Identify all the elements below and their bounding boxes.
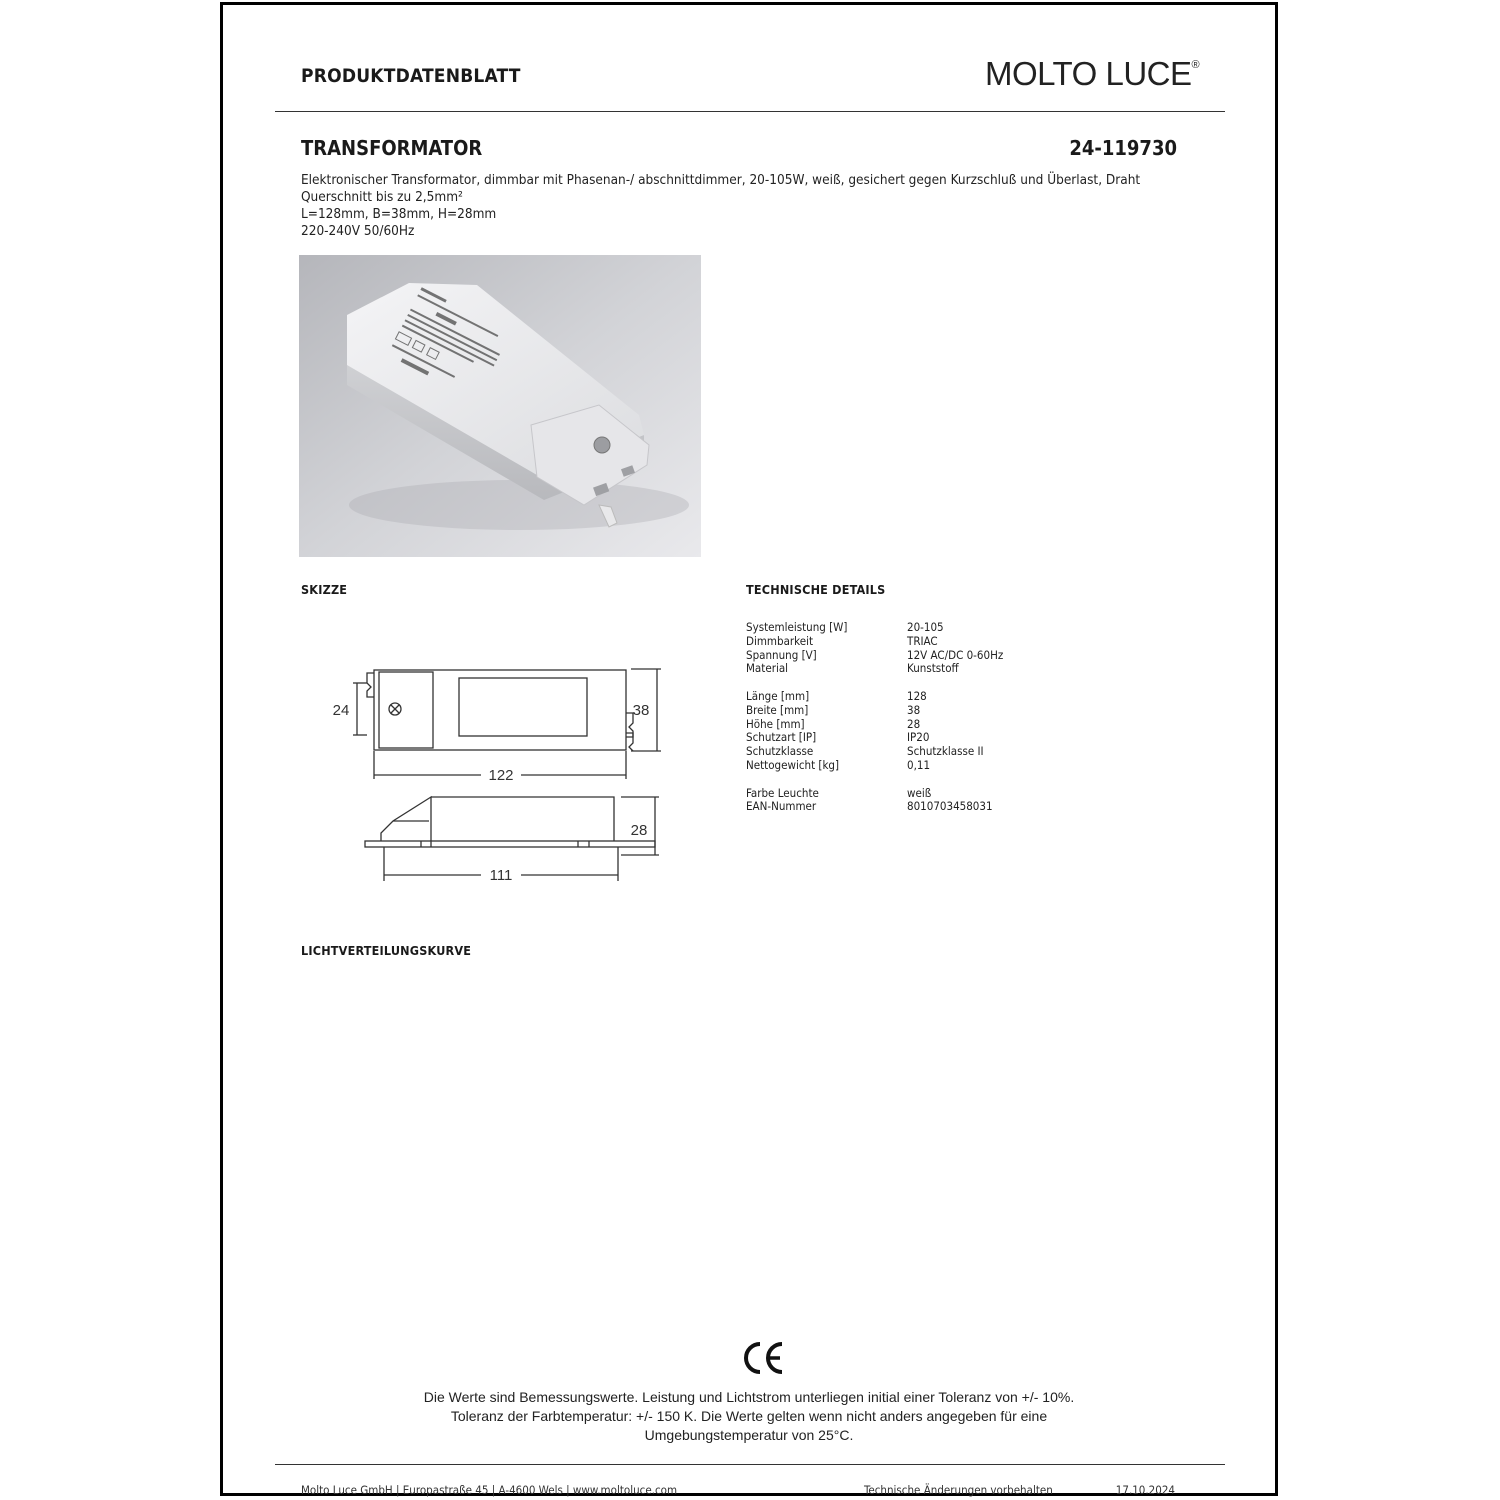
section-light-distribution-heading: LICHTVERTEILUNGSKURVE xyxy=(301,943,472,958)
header-title: PRODUKTDATENBLATT xyxy=(301,65,521,87)
disclaimer-line: Toleranz der Farbtemperatur: +/- 150 K. Die Werte gelten wenn nicht anders angegeben für eine xyxy=(450,1408,1048,1424)
dimension-sketch xyxy=(331,655,681,895)
brand-logo xyxy=(985,55,1199,93)
description-line: Elektronischer Transformator, dimmbar mit Phasenan-/ abschnittdimmer, 20-105W, weiß, gesichert gegen Kurzschluß und Überlast, Draht xyxy=(301,172,1141,188)
tech-row-spacer xyxy=(746,676,1003,690)
disclaimer-line: Die Werte sind Bemessungswerte. Leistung und Lichtstrom unterliegen initial einer Toleranz von +/- 10%. xyxy=(423,1389,1075,1405)
ce-mark-icon xyxy=(742,1340,786,1376)
tech-row: Spannung [V] 12V AC/DC 0-60Hz xyxy=(746,647,1004,662)
dim-length-top: 122 xyxy=(488,767,514,784)
description-line: 220-240V 50/60Hz xyxy=(301,223,415,239)
tech-row: Material Kunststoff xyxy=(746,661,959,676)
tech-row: Dimmbarkeit TRIAC xyxy=(746,633,938,648)
product-number: 24-119730 xyxy=(1069,136,1177,160)
product-title: TRANSFORMATOR xyxy=(301,136,483,160)
footer-company: Molto Luce GmbH | Europastraße 45 | A-4600 Wels | www.moltoluce.com xyxy=(301,1483,678,1497)
dim-height-outer: 38 xyxy=(632,702,650,719)
dim-height-inner: 24 xyxy=(332,702,350,719)
tech-row: Breite [mm] 38 xyxy=(746,702,921,717)
logo-text: MOLTO LUCE xyxy=(985,55,1192,92)
tech-row: Länge [mm] 128 xyxy=(746,688,927,703)
logo-registered-mark: ® xyxy=(1191,59,1200,71)
dim-height-side: 28 xyxy=(630,822,648,839)
section-technical-heading: TECHNISCHE DETAILS xyxy=(746,582,886,597)
tech-row: Höhe [mm] 28 xyxy=(746,716,921,731)
datasheet-page xyxy=(220,2,1278,1496)
disclaimer-text xyxy=(223,1388,1275,1445)
description-line: Querschnitt bis zu 2,5mm² xyxy=(301,189,463,205)
tech-row: Schutzart [IP] IP20 xyxy=(746,730,930,745)
section-sketch-heading: SKIZZE xyxy=(301,582,348,597)
description-line: L=128mm, B=38mm, H=28mm xyxy=(301,206,497,222)
footer-divider xyxy=(275,1464,1225,1465)
product-description xyxy=(301,172,1161,240)
footer-date: 17.10.2024 xyxy=(1115,1483,1175,1497)
tech-row: Farbe Leuchte weiß xyxy=(746,785,932,800)
tech-row-spacer xyxy=(746,773,1003,787)
product-photo xyxy=(299,255,701,557)
header-divider xyxy=(275,111,1225,112)
tech-row: EAN-Nummer 8010703458031 xyxy=(746,799,993,814)
dim-length-side: 111 xyxy=(489,867,513,884)
tech-row: Schutzklasse Schutzklasse II xyxy=(746,744,984,759)
footer-notice: Technische Änderungen vorbehalten xyxy=(864,1483,1053,1497)
technical-details-table xyxy=(746,621,1003,814)
tech-row: Systemleistung [W] 20-105 xyxy=(746,620,944,634)
disclaimer-line: Umgebungstemperatur von 25°C. xyxy=(644,1427,854,1443)
tech-row: Nettogewicht [kg] 0,11 xyxy=(746,757,931,772)
